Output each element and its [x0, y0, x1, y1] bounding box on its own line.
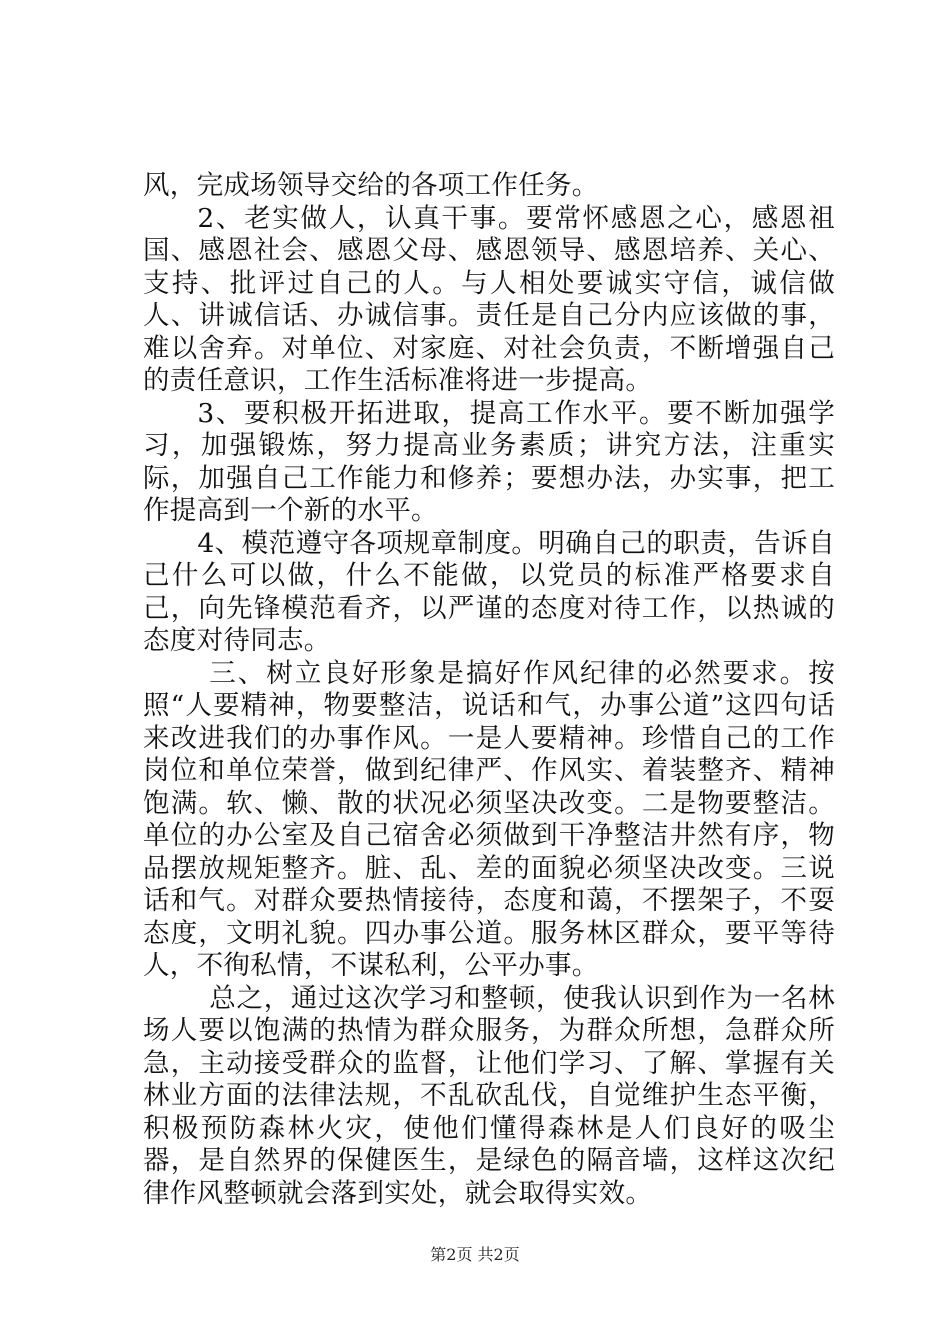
- document-body: [143, 170, 835, 1210]
- paragraph-item-4: 4、模范遵守各项规章制度。明确自己的职责，告诉自己什么可以做，什么不能做，以党员的标准严格要求自己，向先锋模范看齐，以严谨的态度对待工作，以热诚的态度对待同志。: [143, 527, 835, 656]
- paragraph-item-2: 2、老实做人，认真干事。要常怀感恩之心，感恩祖国、感恩社会、感恩父母、感恩领导、感恩培养、关心、支持、批评过自己的人。与人相处要诚实守信，诚信做人、讲诚信话、办诚信事。责任是自己分内应该做的事，难以舍弃。对单位、对家庭、对社会负责，不断增强自己的责任意识，工作生活标准将进一步提高。: [143, 202, 835, 396]
- page-footer: 第2页 共2页: [430, 1245, 520, 1264]
- paragraph-section-3: 三、树立良好形象是搞好作风纪律的必然要求。按照“人要精神，物要整洁，说话和气，办事公道”这四句话来改进我们的办事作风。一是人要精神。珍惜自己的工作岗位和单位荣誉，做到纪律严、作风实、着装整齐、精神饱满。软、懒、散的状况必须坚决改变。二是物要整洁。单位的办公室及自己宿舍必须做到干净整洁井然有序，物品摆放规矩整齐。脏、乱、差的面貌必须坚决改变。三说话和气。对群众要热情接待，态度和蔼，不摆架子，不耍态度，文明礼貌。四办事公道。服务林区群众，要平等待人，不徇私情，不谋私利，公平办事。: [143, 657, 835, 981]
- paragraph-item-3: 3、要积极开拓进取，提高工作水平。要不断加强学习，加强锻炼，努力提高业务素质；讲究方法，注重实际，加强自己工作能力和修养；要想办法，办实事，把工作提高到一个新的水平。: [143, 397, 835, 526]
- paragraph-conclusion: 总之，通过这次学习和整顿，使我认识到作为一名林场人要以饱满的热情为群众服务，为群众所想，急群众所急，主动接受群众的监督，让他们学习、了解、掌握有关林业方面的法律法规，不乱砍乱伐，自觉维护生态平衡，积极预防森林火灾，使他们懂得森林是人们良好的吸尘器，是自然界的保健医生，是绿色的隔音墙，这样这次纪律作风整顿就会落到实处，就会取得实效。: [143, 982, 835, 1209]
- paragraph-continuation: 风，完成场领导交给的各项工作任务。: [143, 170, 599, 201]
